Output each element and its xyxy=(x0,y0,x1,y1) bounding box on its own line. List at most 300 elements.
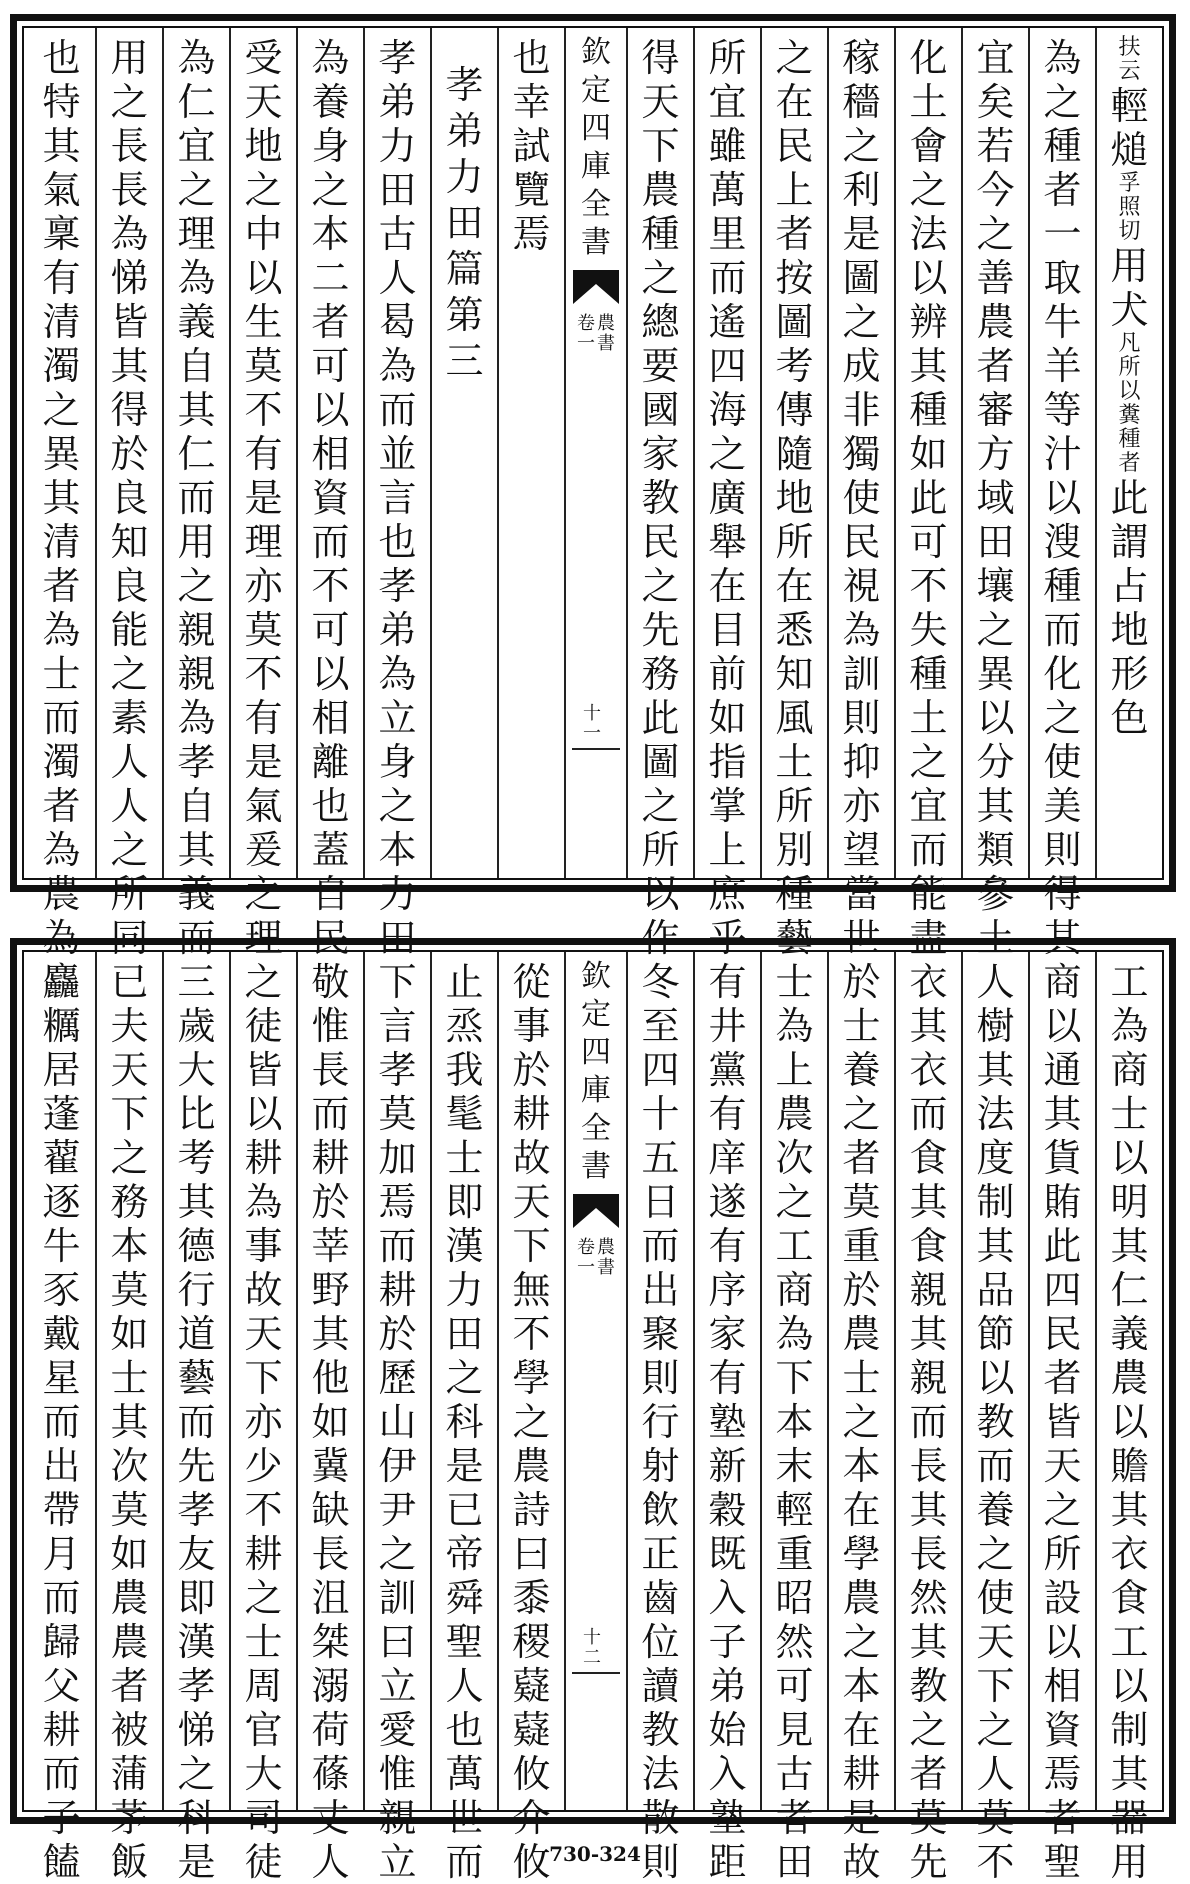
character: 矣 xyxy=(976,80,1015,124)
text-column xyxy=(296,28,363,960)
character: 是 xyxy=(244,740,283,784)
character: 士 xyxy=(842,1004,881,1048)
column-text xyxy=(1040,36,1086,960)
column-text xyxy=(772,36,818,960)
character: 如 xyxy=(110,1312,149,1356)
character: 宜 xyxy=(976,36,1015,80)
column-text xyxy=(839,960,885,1884)
column-text xyxy=(839,36,885,960)
character: 之 xyxy=(708,432,747,476)
character: 上 xyxy=(775,168,814,212)
character: 之 xyxy=(909,168,948,212)
character: 而 xyxy=(378,1224,417,1268)
character: 人 xyxy=(311,1840,350,1884)
character: 亦 xyxy=(842,784,881,828)
character: 而 xyxy=(909,828,948,872)
character: 薿 xyxy=(512,1664,551,1708)
character: 類 xyxy=(976,828,1015,872)
page-number xyxy=(581,1628,611,1668)
character: 今 xyxy=(976,168,1015,212)
character: 耕 xyxy=(244,1532,283,1576)
character: 仁 xyxy=(177,80,216,124)
character: 溲 xyxy=(1043,520,1082,564)
character: 少 xyxy=(244,1444,283,1488)
character: 清 xyxy=(42,520,81,564)
character: 萬 xyxy=(708,168,747,212)
character: 序 xyxy=(708,1268,747,1312)
column-text xyxy=(973,960,1019,1884)
character: 薿 xyxy=(512,1708,551,1752)
character: 得 xyxy=(641,36,680,80)
character: 衣 xyxy=(909,1048,948,1092)
center-fold-column xyxy=(564,28,626,878)
character: 為 xyxy=(177,256,216,300)
character: 所 xyxy=(708,36,747,80)
text-column xyxy=(894,28,961,960)
character: 之 xyxy=(244,960,283,1004)
character: 民 xyxy=(311,916,350,960)
character: 萬 xyxy=(445,1752,484,1796)
character: 言 xyxy=(378,1004,417,1048)
character: 下 xyxy=(110,1092,149,1136)
column-text xyxy=(906,960,952,1884)
character: 荷 xyxy=(311,1708,350,1752)
character: 其 xyxy=(1110,1488,1149,1532)
character: 焉 xyxy=(1043,1752,1082,1796)
character: 莫 xyxy=(842,1180,881,1224)
character: 故 xyxy=(842,1840,881,1884)
character: 士 xyxy=(1110,1092,1149,1136)
character: 井 xyxy=(708,1004,747,1048)
character: 耕 xyxy=(42,1708,81,1752)
column-text xyxy=(442,960,488,1884)
character: 法 xyxy=(641,1752,680,1796)
column-text xyxy=(39,960,85,1884)
character: 之 xyxy=(378,784,417,828)
character: 悌 xyxy=(177,1708,216,1752)
character: 身 xyxy=(311,124,350,168)
character: 不 xyxy=(976,1840,1015,1884)
character: 教 xyxy=(641,1708,680,1752)
character: 四 xyxy=(1043,1268,1082,1312)
character: 牛 xyxy=(1043,300,1082,344)
character: 其 xyxy=(177,1180,216,1224)
character: 星 xyxy=(42,1356,81,1400)
character: 自 xyxy=(177,344,216,388)
character: 工 xyxy=(1110,960,1149,1004)
character: 桀 xyxy=(311,1620,350,1664)
character: 莫 xyxy=(378,1092,417,1136)
character: 德 xyxy=(177,1224,216,1268)
character: 則 xyxy=(1043,828,1082,872)
character: 糲 xyxy=(42,1004,81,1048)
character: 用 xyxy=(1110,244,1149,288)
character: 天 xyxy=(976,1620,1015,1664)
character: 務 xyxy=(641,652,680,696)
character: 無 xyxy=(512,1268,551,1312)
character: 有 xyxy=(42,256,81,300)
character: 其 xyxy=(110,1400,149,1444)
character: 特 xyxy=(42,80,81,124)
character: 化 xyxy=(1043,652,1082,696)
character: 蓬 xyxy=(42,1092,81,1136)
character: 位 xyxy=(641,1620,680,1664)
character: 親 xyxy=(378,1796,417,1840)
character: 者 xyxy=(775,1796,814,1840)
character: 是 xyxy=(244,476,283,520)
character: 以 xyxy=(1043,476,1082,520)
character: 土 xyxy=(909,80,948,124)
character: 莫 xyxy=(244,608,283,652)
character: 長 xyxy=(110,168,149,212)
character: 而 xyxy=(311,520,350,564)
character: 不 xyxy=(512,1312,551,1356)
character: 其 xyxy=(1043,916,1082,960)
character: 以 xyxy=(1110,1136,1149,1180)
character: 制 xyxy=(976,1180,1015,1224)
character: 而 xyxy=(42,1752,81,1796)
character: 不 xyxy=(311,564,350,608)
character: 得 xyxy=(1043,872,1082,916)
character: 色 xyxy=(1110,696,1149,740)
volume-title xyxy=(596,314,616,354)
character: 農 xyxy=(775,1092,814,1136)
character: 為 xyxy=(110,212,149,256)
character: 是 xyxy=(177,1840,216,1884)
column-text xyxy=(107,960,153,1884)
column-text xyxy=(442,62,488,384)
character: 耕 xyxy=(512,1092,551,1136)
character: 以 xyxy=(1110,1400,1149,1444)
character: 方 xyxy=(976,432,1015,476)
character: 舜 xyxy=(445,1576,484,1620)
page-number-rule xyxy=(572,748,620,750)
character: 於 xyxy=(311,1180,350,1224)
character: 衣 xyxy=(909,960,948,1004)
character: 力 xyxy=(378,124,417,168)
character: 亦 xyxy=(244,1400,283,1444)
character: 溺 xyxy=(311,1664,350,1708)
character: 以 xyxy=(1043,1004,1082,1048)
character: 皆 xyxy=(1043,1400,1082,1444)
character: 糞 xyxy=(1118,403,1141,428)
character: 化 xyxy=(909,36,948,80)
character: 所 xyxy=(775,520,814,564)
character: 而 xyxy=(909,1092,948,1136)
column-text xyxy=(638,36,684,960)
character: 天 xyxy=(641,80,680,124)
character: 曷 xyxy=(378,300,417,344)
text-column xyxy=(162,952,229,1884)
character: 異 xyxy=(976,652,1015,696)
character: 作 xyxy=(641,916,680,960)
character: 則 xyxy=(641,1840,680,1884)
character: 為 xyxy=(42,916,81,960)
character: 皆 xyxy=(110,300,149,344)
character: 田 xyxy=(445,1312,484,1356)
character: 此 xyxy=(909,476,948,520)
character: 制 xyxy=(1110,1708,1149,1752)
column-text xyxy=(375,36,421,960)
character: 舉 xyxy=(708,520,747,564)
character: 樹 xyxy=(976,1004,1015,1048)
character: 為 xyxy=(42,608,81,652)
character: 使 xyxy=(842,476,881,520)
character: 長 xyxy=(110,124,149,168)
character: 缺 xyxy=(311,1488,350,1532)
character: 所 xyxy=(1043,1532,1082,1576)
text-column xyxy=(1028,952,1095,1884)
character: 次 xyxy=(110,1444,149,1488)
character: 先 xyxy=(909,1840,948,1884)
character: 同 xyxy=(110,916,149,960)
character: 食 xyxy=(909,1136,948,1180)
character: 行 xyxy=(641,1400,680,1444)
character: 大 xyxy=(177,1048,216,1092)
character: 莫 xyxy=(110,1268,149,1312)
character: 地 xyxy=(244,124,283,168)
character: 親 xyxy=(909,1356,948,1400)
character: 也 xyxy=(378,520,417,564)
column-text xyxy=(174,960,220,1884)
character: 賄 xyxy=(1043,1180,1082,1224)
character: 耕 xyxy=(311,1136,350,1180)
character: 立 xyxy=(378,1840,417,1884)
character: 耕 xyxy=(244,1136,283,1180)
character: 伊 xyxy=(378,1444,417,1488)
character: 第 xyxy=(445,293,484,337)
character: 如 xyxy=(311,1400,350,1444)
character: 爰 xyxy=(244,828,283,872)
character: 之 xyxy=(909,740,948,784)
character: 廣 xyxy=(708,476,747,520)
character: 一 xyxy=(577,1257,595,1278)
character: 焉 xyxy=(378,1180,417,1224)
character: 養 xyxy=(842,1048,881,1092)
character: 立 xyxy=(378,1664,417,1708)
text-column xyxy=(229,952,296,1884)
volume-info xyxy=(576,314,616,354)
character: 田 xyxy=(976,520,1015,564)
character: 能 xyxy=(909,872,948,916)
character: 而 xyxy=(177,916,216,960)
character: 分 xyxy=(976,740,1015,784)
character: 長 xyxy=(909,1532,948,1576)
character: 農 xyxy=(1110,1356,1149,1400)
character: 所 xyxy=(775,784,814,828)
character: 惟 xyxy=(378,1752,417,1796)
character: 野 xyxy=(311,1268,350,1312)
character: 徒 xyxy=(244,1004,283,1048)
character: 者 xyxy=(775,212,814,256)
character: 切 xyxy=(1118,219,1141,244)
column-text xyxy=(509,960,555,1884)
book-title xyxy=(575,34,617,262)
character: 者 xyxy=(1043,1796,1082,1840)
character: 孝 xyxy=(177,1664,216,1708)
character: 弟 xyxy=(378,80,417,124)
fishtail-mark-icon xyxy=(573,1194,619,1228)
character: 然 xyxy=(909,1576,948,1620)
character: 一 xyxy=(577,333,595,354)
character: 之 xyxy=(1043,80,1082,124)
character: 塾 xyxy=(708,1796,747,1840)
character: 㷟 xyxy=(1110,128,1149,172)
character: 世 xyxy=(445,1796,484,1840)
column-text xyxy=(1040,960,1086,1884)
column-text xyxy=(107,36,153,960)
character: 可 xyxy=(311,344,350,388)
character: 十 xyxy=(641,1092,680,1136)
character: 介 xyxy=(512,1796,551,1840)
character: 其 xyxy=(976,1048,1015,1092)
character: 也 xyxy=(311,784,350,828)
column-text xyxy=(638,960,684,1884)
character: 髦 xyxy=(445,1092,484,1136)
character: 之 xyxy=(641,256,680,300)
character: 正 xyxy=(641,1532,680,1576)
character: 相 xyxy=(1043,1664,1082,1708)
character: 故 xyxy=(512,1136,551,1180)
character: 農 xyxy=(110,1620,149,1664)
character: 農 xyxy=(597,1237,615,1258)
character: 十 xyxy=(583,1627,601,1648)
character: 者 xyxy=(976,344,1015,388)
volume-number xyxy=(576,1238,596,1278)
character: 為 xyxy=(378,344,417,388)
character: 之 xyxy=(177,1752,216,1796)
upper-page-columns xyxy=(22,26,1164,960)
character: 此 xyxy=(641,696,680,740)
character: 上 xyxy=(708,828,747,872)
character: 是 xyxy=(445,1444,484,1488)
character: 者 xyxy=(1043,1356,1082,1400)
character: 而 xyxy=(42,696,81,740)
character: 四 xyxy=(581,1035,611,1070)
character: 農 xyxy=(512,1444,551,1488)
character: 良 xyxy=(110,476,149,520)
text-column xyxy=(95,952,162,1884)
character: 家 xyxy=(708,1312,747,1356)
character: 獨 xyxy=(842,432,881,476)
character: 二 xyxy=(311,256,350,300)
character: 他 xyxy=(311,1356,350,1400)
character: 之 xyxy=(445,1356,484,1400)
column-text xyxy=(241,960,287,1884)
character: 聖 xyxy=(445,1620,484,1664)
character: 濁 xyxy=(42,344,81,388)
character: 為 xyxy=(177,36,216,80)
character: 在 xyxy=(842,1488,881,1532)
character: 以 xyxy=(311,652,350,696)
character: 使 xyxy=(976,1576,1015,1620)
character: 本 xyxy=(378,828,417,872)
character: 學 xyxy=(512,1356,551,1400)
character: 其 xyxy=(909,1180,948,1224)
character: 之 xyxy=(244,1576,283,1620)
character: 曰 xyxy=(378,1620,417,1664)
character: 本 xyxy=(775,1400,814,1444)
text-column xyxy=(296,952,363,1884)
character: 宜 xyxy=(708,80,747,124)
character: 三 xyxy=(177,960,216,1004)
character: 下 xyxy=(976,1664,1015,1708)
text-column xyxy=(1095,28,1162,878)
character: 之 xyxy=(110,80,149,124)
character: 烝 xyxy=(445,1004,484,1048)
character: 士 xyxy=(842,1356,881,1400)
character: 通 xyxy=(1043,1048,1082,1092)
character: 以 xyxy=(244,1092,283,1136)
character: 黨 xyxy=(708,1048,747,1092)
character: 孝 xyxy=(177,1488,216,1532)
character: 下 xyxy=(244,1356,283,1400)
character: 試 xyxy=(512,124,551,168)
character: 以 xyxy=(976,696,1015,740)
character: 養 xyxy=(311,80,350,124)
character: 穡 xyxy=(842,80,881,124)
character: 欽 xyxy=(581,35,611,70)
character: 為 xyxy=(775,1312,814,1356)
text-column xyxy=(363,28,430,960)
text-column xyxy=(961,28,1028,960)
text-column xyxy=(760,952,827,1884)
character: 全 xyxy=(581,1111,611,1146)
volume-info xyxy=(576,1238,616,1278)
character: 其 xyxy=(909,344,948,388)
character: 善 xyxy=(976,256,1015,300)
text-column xyxy=(894,952,961,1884)
character: 射 xyxy=(641,1444,680,1488)
character: 者 xyxy=(1043,168,1082,212)
character: 之 xyxy=(1043,1488,1082,1532)
character: 總 xyxy=(641,300,680,344)
character: 田 xyxy=(378,168,417,212)
character: 身 xyxy=(378,740,417,784)
character: 一 xyxy=(583,723,601,744)
character: 逐 xyxy=(42,1180,81,1224)
character: 於 xyxy=(512,1048,551,1092)
character: 齒 xyxy=(641,1576,680,1620)
character: 用 xyxy=(177,520,216,564)
character: 而 xyxy=(445,1840,484,1884)
character: 按 xyxy=(775,256,814,300)
character: 茅 xyxy=(110,1796,149,1840)
character: 皆 xyxy=(244,1048,283,1092)
character: 稟 xyxy=(42,212,81,256)
character: 長 xyxy=(311,1048,350,1092)
character: 距 xyxy=(708,1840,747,1884)
character: 止 xyxy=(445,960,484,1004)
character: 而 xyxy=(909,1400,948,1444)
character: 卷 xyxy=(577,1237,595,1258)
character: 而 xyxy=(311,1092,350,1136)
text-column xyxy=(229,28,296,960)
character: 種 xyxy=(641,212,680,256)
character: 考 xyxy=(775,344,814,388)
character: 之 xyxy=(976,212,1015,256)
character: 之 xyxy=(110,1136,149,1180)
character: 而 xyxy=(1043,608,1082,652)
character: 土 xyxy=(976,916,1015,960)
character: 則 xyxy=(842,696,881,740)
character: 如 xyxy=(110,1532,149,1576)
character: 也 xyxy=(445,1708,484,1752)
character: 黍 xyxy=(512,1576,551,1620)
character: 以 xyxy=(1043,1620,1082,1664)
book-title xyxy=(575,958,617,1186)
character: 孝 xyxy=(177,740,216,784)
